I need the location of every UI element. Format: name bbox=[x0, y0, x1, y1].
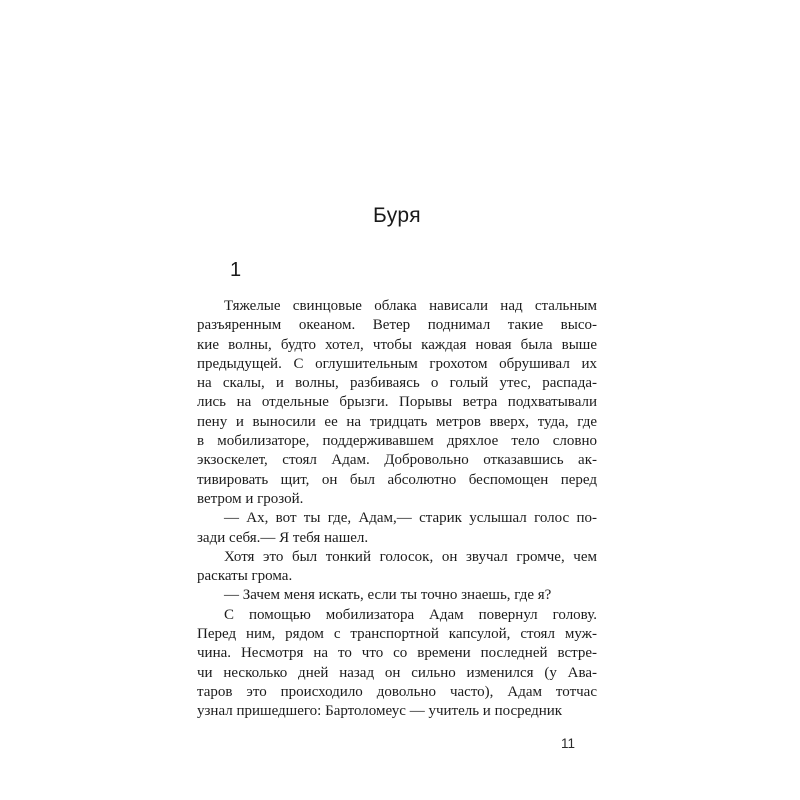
paragraph bbox=[197, 297, 597, 509]
text-line: лись на отдельные брызги. Порывы ветра подхватывали bbox=[197, 394, 597, 411]
paragraph bbox=[197, 606, 597, 722]
text-line: Тяжелые свинцовые облака нависали над стальным bbox=[224, 298, 597, 314]
text-line: пену и выносили ее на тридцать метров вверх, туда, где bbox=[197, 413, 597, 430]
text-line: Перед ним, рядом с транспортной капсулой, стоял муж- bbox=[197, 626, 597, 643]
text-line: раскаты грома. bbox=[197, 568, 293, 585]
text-line: узнал пришедшего: Бартоломеус — учитель и посредник bbox=[197, 703, 563, 720]
text-line: — Зачем меня искать, если ты точно знаешь, где я? bbox=[224, 587, 552, 604]
text-line: зади себя.— Я тебя нашел. bbox=[197, 529, 369, 546]
text-line: экзоскелет, стоял Адам. Добровольно отказавшись ак- bbox=[197, 452, 597, 469]
text-line: Хотя это был тонкий голосок, он звучал громче, чем bbox=[224, 548, 597, 565]
text-line: С помощью мобилизатора Адам повернул голову. bbox=[224, 606, 597, 623]
paragraph bbox=[197, 509, 597, 548]
text-line: кие волны, будто хотел, чтобы каждая новая была выше bbox=[197, 336, 597, 353]
text-line: ветром и грозой. bbox=[197, 490, 304, 507]
text-line: предыдущей. С оглушительным грохотом обрушивал их bbox=[197, 355, 597, 372]
text-line: в мобилизаторе, поддерживавшем дряхлое тело словно bbox=[197, 433, 597, 450]
page-text bbox=[197, 297, 597, 722]
page-number: 11 bbox=[561, 736, 576, 751]
text-line: тивировать щит, он был абсолютно беспомощен перед bbox=[197, 471, 597, 488]
text-line: разъяренным океаном. Ветер поднимал такие высо- bbox=[197, 317, 597, 334]
text-line: на скалы, и волны, разбиваясь о голый утес, распада- bbox=[197, 375, 597, 392]
text-line: — Ах, вот ты где, Адам,— старик услышал голос по- bbox=[224, 510, 597, 527]
paragraph bbox=[197, 586, 597, 605]
paragraph bbox=[197, 548, 597, 587]
chapter-title: Буря bbox=[373, 204, 421, 227]
chapter-section-number: 1 bbox=[230, 259, 242, 281]
text-line: чи несколько дней назад он сильно изменился (у Ава- bbox=[197, 664, 597, 681]
text-line: таров это происходило довольно часто), Адам тотчас bbox=[197, 683, 597, 700]
text-line: чина. Несмотря на то что со времени последней встре- bbox=[197, 645, 597, 662]
